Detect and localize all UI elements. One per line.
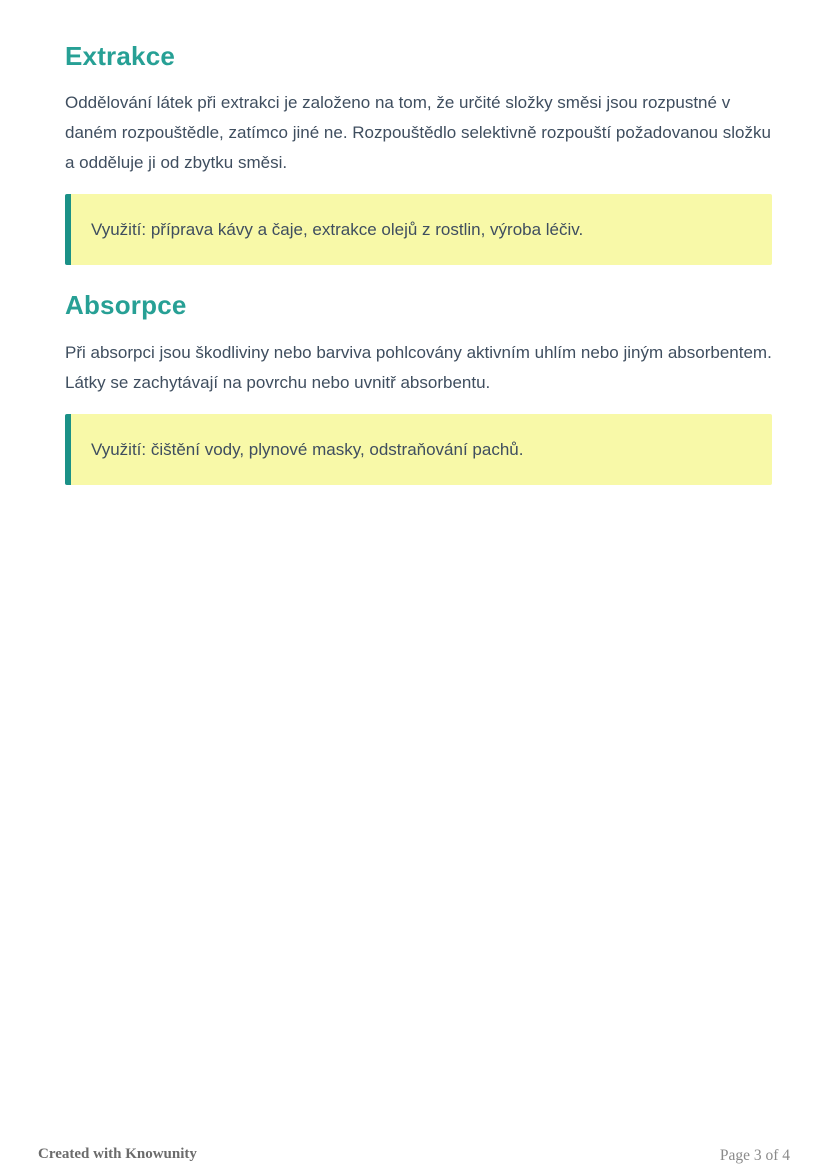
section-extrakce bbox=[65, 43, 772, 265]
footer-page-number: Page 3 of 4 bbox=[719, 1147, 790, 1164]
section-paragraph: Při absorpci jsou škodliviny nebo barviva pohlcovány aktivním uhlím nebo jiným absorbentem. Látky se zachytávají na povrchu nebo uvnitř absorbentu. bbox=[65, 342, 772, 392]
footer-branding: Created with Knowunity bbox=[38, 1146, 197, 1162]
page-content bbox=[65, 43, 772, 485]
callout-text: Využití: čištění vody, plynové masky, odstraňování pachů. bbox=[91, 439, 524, 459]
page-footer bbox=[0, 1143, 828, 1163]
section-paragraph: Oddělování látek při extrakci je založeno na tom, že určité složky směsi jsou rozpustné v daném rozpouštědle, zatímco jiné ne. Rozpouštědlo selektivně rozpouští požadovanou složku a odděluje ji od zbytku směsi. bbox=[65, 93, 771, 173]
callout-text: Využití: příprava kávy a čaje, extrakce olejů z rostlin, výroba léčiv. bbox=[91, 220, 584, 240]
section-heading: Absorpce bbox=[65, 290, 187, 321]
section-absorpce bbox=[65, 292, 772, 484]
callout-box bbox=[65, 414, 772, 485]
section-heading: Extrakce bbox=[65, 41, 176, 71]
callout-box bbox=[65, 194, 772, 265]
